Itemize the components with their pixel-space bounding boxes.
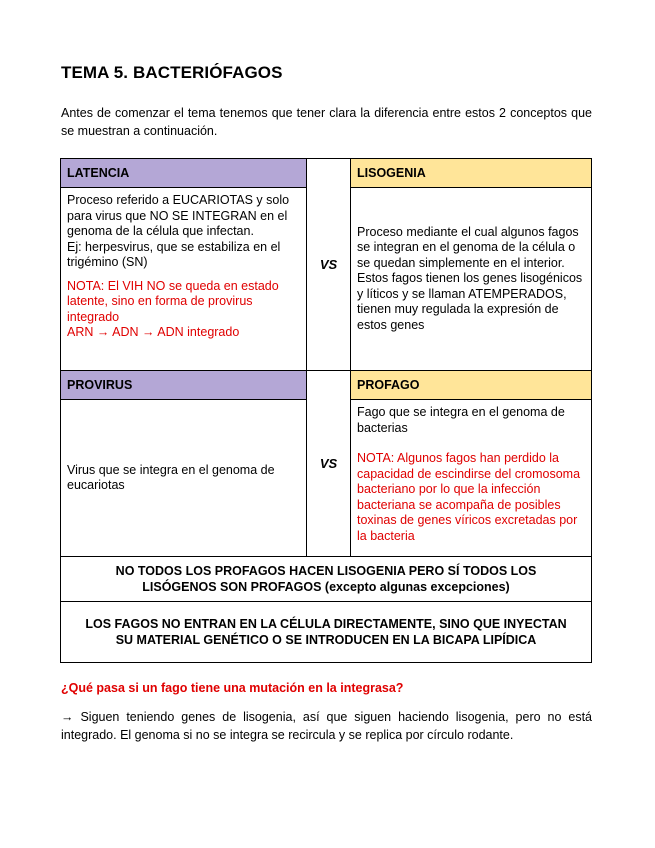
vs-label-1: VS — [307, 159, 351, 371]
latencia-example: Ej: herpesvirus, que se estabiliza en el trigémino (SN) — [67, 239, 281, 269]
latencia-note-formula: ARN → ADN → ADN integrado — [67, 325, 240, 339]
profago-note: NOTA: Algunos fagos han perdido la capacidad de escindirse del cromosoma bacteriano por lo que la infección bacteriana se acompaña de posibles toxinas de genes víricos excretadas por la bacteria — [357, 451, 581, 543]
question-heading: ¿Qué pasa si un fago tiene una mutación en la integrasa? — [61, 681, 404, 695]
profago-header: PROFAGO — [351, 371, 592, 400]
table-header-row-2 — [61, 371, 592, 400]
statement-row-2 — [61, 602, 592, 663]
vs-label-2: VS — [307, 371, 351, 557]
latencia-text: Proceso referido a EUCARIOTAS y solo para virus que NO SE INTEGRAN en el genoma de la célula que infectan. — [67, 193, 290, 238]
latencia-cell — [61, 188, 307, 371]
provirus-text: Virus que se integra en el genoma de eucariotas — [67, 462, 275, 492]
statement-profagos: NO TODOS LOS PROFAGOS HACEN LISOGENIA PERO SÍ TODOS LOS LISÓGENOS SON PROFAGOS (excepto algunas excepciones) — [61, 557, 592, 602]
latencia-header: LATENCIA — [61, 159, 307, 188]
intro-paragraph: Antes de comenzar el tema tenemos que tener clara la diferencia entre estos 2 conceptos que se muestran a continuación. — [61, 106, 592, 138]
answer-paragraph: → Siguen teniendo genes de lisogenia, así que siguen haciendo lisogenia, pero no está integrado. El genoma si no se integra se recircula y se replica por círculo rodante. — [61, 710, 592, 742]
statement-fagos: LOS FAGOS NO ENTRAN EN LA CÉLULA DIRECTAMENTE, SINO QUE INYECTAN SU MATERIAL GENÉTICO O SE INTRODUCEN EN LA BICAPA LIPÍDICA — [61, 602, 592, 663]
table-header-row-1 — [61, 159, 592, 188]
profago-cell — [351, 400, 592, 557]
provirus-cell — [61, 400, 307, 557]
lisogenia-text: Proceso mediante el cual algunos fagos se integran en el genoma de la célula o se quedan simplemente en el interior. Estos fagos tienen los genes lisogénicos y líticos y se llaman ATEMPERADOS, tienen muy regulada la expresión de estos genes — [357, 224, 583, 332]
lisogenia-cell — [351, 188, 592, 371]
provirus-header: PROVIRUS — [61, 371, 307, 400]
latencia-note: NOTA: El VIH NO se queda en estado latente, sino en forma de provirus integrado — [67, 278, 279, 324]
page-title: TEMA 5. BACTERIÓFAGOS — [61, 63, 283, 82]
profago-text: Fago que se integra en el genoma de bacterias — [357, 405, 565, 435]
lisogenia-header: LISOGENIA — [351, 159, 592, 188]
comparison-table — [60, 158, 592, 663]
statement-row-1 — [61, 557, 592, 602]
